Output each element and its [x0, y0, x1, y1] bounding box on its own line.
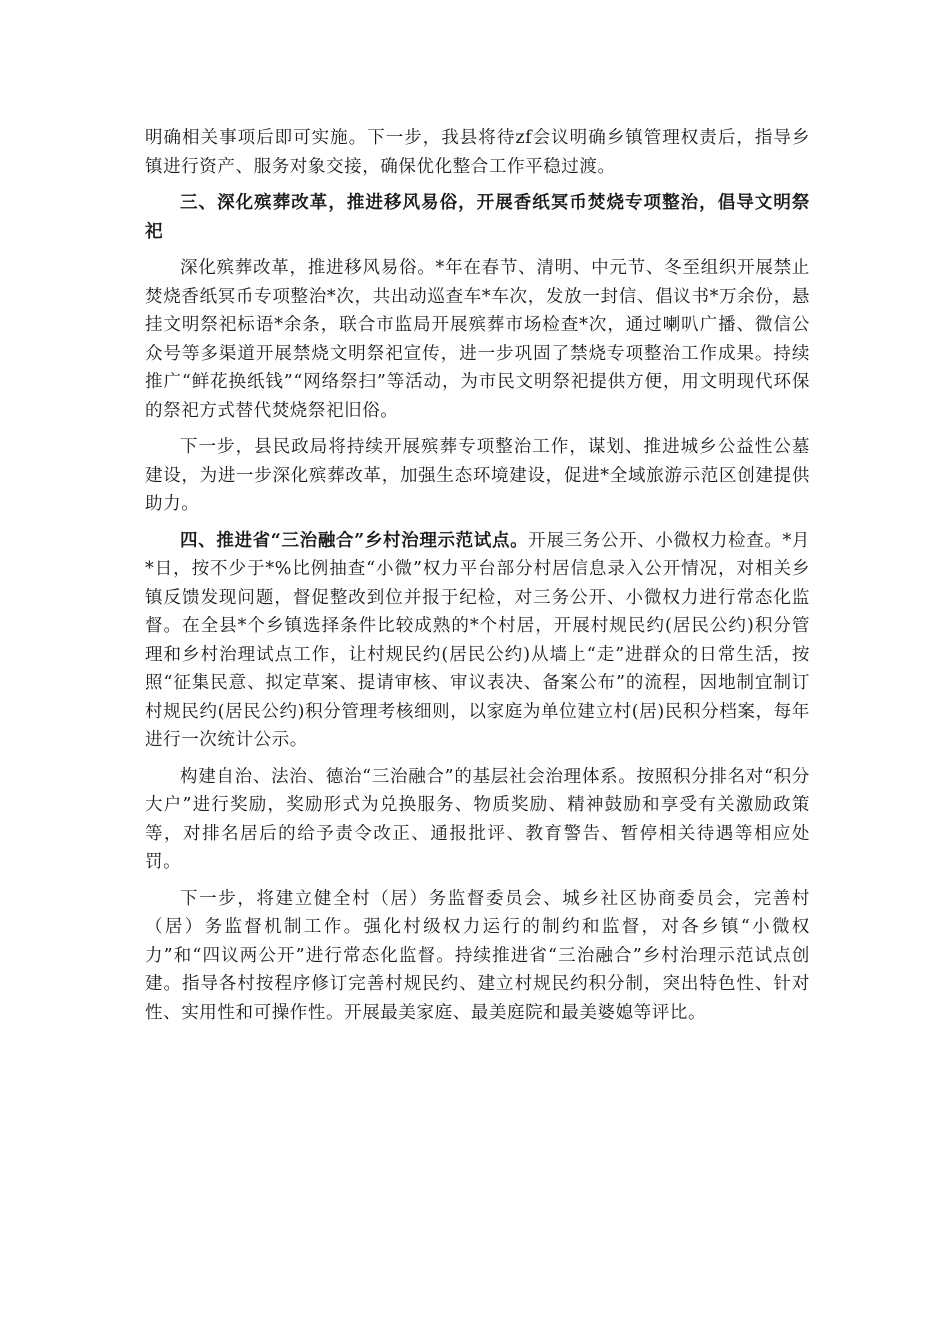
paragraph-funeral-reform: 深化殡葬改革，推进移风易俗。*年在春节、清明、中元节、冬至组织开展禁止焚烧香纸冥币专项整治*次，共出动巡查车*车次，发放一封信、倡议书*万余份，悬挂文明祭祀标语*余条，联合市监局开展殡葬市场检查*次，通过喇叭广播、微信公众号等多渠道开展禁烧文明祭祀宣传，进一步巩固了禁烧专项整治工作成果。持续推广“鲜花换纸钱”“网络祭扫”等活动，为市民文明祭祀提供方便，用文明现代环保的祭祀方式替代焚烧祭祀旧俗。: [145, 258, 810, 421]
section-4-body: 开展三务公开、小微权力检查。*月*日，按不少于*%比例抽查“小微”权力平台部分村居信息录入公开情况，对相关乡镇反馈发现问题，督促整改到位并报于纪检，对三务公开、小微权力进行常态化监督。在全县*个乡镇选择条件比较成熟的*个村居，开展村规民约(居民公约)积分管理和乡村治理试点工作，让村规民约(居民公约)从墙上“走”进群众的日常生活，按照“征集民意、拟定草案、提请审核、审议表决、备案公布”的流程，因地制宜制订村规民约(居民公约)积分管理考核细则，以家庭为单位建立村(居)民积分档案，每年进行一次统计公示。: [145, 530, 810, 750]
section-heading-3: 三、深化殡葬改革，推进移风易俗，开展香纸冥币焚烧专项整治，倡导文明祭祀: [145, 193, 810, 242]
document-body: [145, 124, 810, 1035]
paragraph-next-step-funeral: 下一步，县民政局将持续开展殡葬专项整治工作，谋划、推进城乡公益性公墓建设，为进一步深化殡葬改革，加强生态环境建设，促进*全域旅游示范区创建提供助力。: [145, 437, 810, 514]
section-heading-4: 四、推进省“三治融合”乡村治理示范试点。: [180, 530, 529, 551]
section-4-paragraph: [145, 527, 810, 755]
paragraph-continuation: 明确相关事项后即可实施。下一步，我县将待zf会议明确乡镇管理权责后，指导乡镇进行资产、服务对象交接，确保优化整合工作平稳过渡。: [145, 128, 810, 177]
paragraph-governance-system: 构建自治、法治、德治“三治融合”的基层社会治理体系。按照积分排名对“积分大户”进行奖励，奖励形式为兑换服务、物质奖励、精神鼓励和享受有关激励政策等，对排名居后的给予责令改正、通报批评、教育警告、暂停相关待遇等相应处罚。: [145, 766, 810, 872]
paragraph-next-step-governance: 下一步，将建立健全村（居）务监督委员会、城乡社区协商委员会，完善村（居）务监督机制工作。强化村级权力运行的制约和监督，对各乡镇“小微权力”和“四议两公开”进行常态化监督。持续推进省“三治融合”乡村治理示范试点创建。指导各村按程序修订完善村规民约、建立村规民约积分制，突出特色性、针对性、实用性和可操作性。开展最美家庭、最美庭院和最美婆媳等评比。: [145, 888, 810, 1023]
